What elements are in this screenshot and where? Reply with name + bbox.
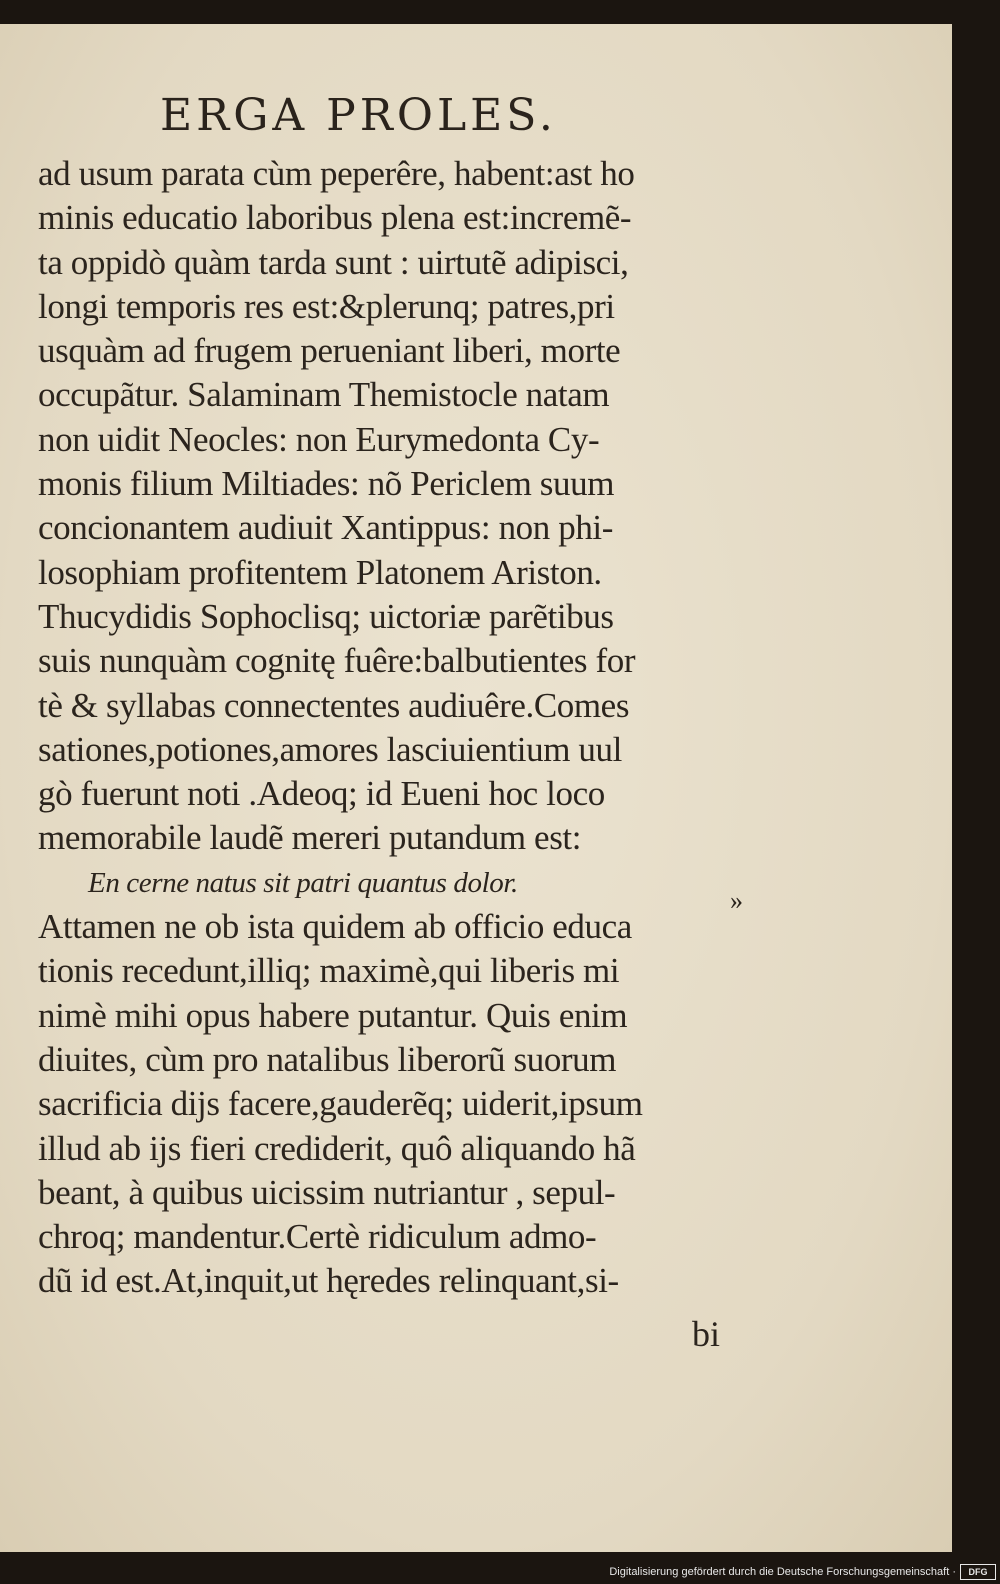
- quotation-line: En cerne natus sit patri quantus dolor.: [88, 866, 518, 899]
- text-line: concionantem audiuit Xantippus: non phi-: [38, 508, 614, 548]
- text-line: occupãtur. Salaminam Themistocle natam: [38, 375, 610, 415]
- text-line: ad usum parata cùm peperêre, habent:ast ho: [38, 154, 635, 193]
- text-line: diuites, cùm pro natalibus liberorũ suorum: [38, 1039, 617, 1079]
- quotation-margin-mark: »: [730, 886, 743, 915]
- text-line: gò fuerunt noti .Adeoq; id Eueni hoc loco: [38, 774, 605, 814]
- text-line: tè & syllabas connectentes audiuêre.Comes: [38, 685, 630, 725]
- text-line: sationes,potiones,amores lasciuientium uul: [38, 729, 622, 769]
- running-head: ERGA PROLES.: [160, 90, 557, 141]
- text-line: chroq; mandentur.Certè ridiculum admo-: [38, 1217, 597, 1257]
- text-line: nimè mihi opus habere putantur. Quis enim: [38, 995, 628, 1035]
- catchword: bi: [692, 1314, 721, 1354]
- text-block: [38, 152, 738, 1304]
- text-line: monis filium Miltiades: nõ Periclem suum: [38, 464, 615, 504]
- text-line: minis educatio laboribus plena est:incremẽ-: [38, 198, 632, 238]
- text-line: Attamen ne ob ista quidem ab officio educa: [38, 907, 632, 947]
- text-line: Thucydidis Sophoclisq; uictoriæ parẽtibus: [38, 596, 614, 636]
- text-line: dũ id est.At,inquit,ut hęredes relinquant,si-: [38, 1261, 619, 1301]
- text-line: longi temporis res est:&plerunq; patres,pri: [38, 286, 615, 326]
- text-line: losophiam profitentem Platonem Ariston.: [38, 552, 602, 592]
- book-page: [0, 24, 952, 1552]
- text-line: tionis recedunt,illiq; maximè,qui liberis mi: [38, 951, 620, 991]
- text-line: sacrificia dijs facere,gauderẽq; uiderit,ipsum: [38, 1084, 643, 1124]
- text-line: memorabile laudẽ mereri putandum est:: [38, 818, 582, 858]
- footer-credit: Digitalisierung gefördert durch die Deutsche Forschungsgemeinschaft ·: [609, 1566, 956, 1578]
- digitization-footer: [609, 1564, 996, 1580]
- text-line: illud ab ijs fieri crediderit, quô aliquando hã: [38, 1128, 636, 1168]
- text-line: ta oppidò quàm tarda sunt : uirtutẽ adipisci,: [38, 242, 629, 282]
- text-line: usquàm ad frugem perueniant liberi, morte: [38, 331, 621, 371]
- text-line: suis nunquàm cognitę fuêre:balbutientes for: [38, 641, 636, 681]
- dfg-logo: DFG: [960, 1564, 996, 1580]
- text-line: non uidit Neocles: non Eurymedonta Cy-: [38, 419, 600, 459]
- text-line: beant, à quibus uicissim nutriantur , sepul-: [38, 1172, 616, 1212]
